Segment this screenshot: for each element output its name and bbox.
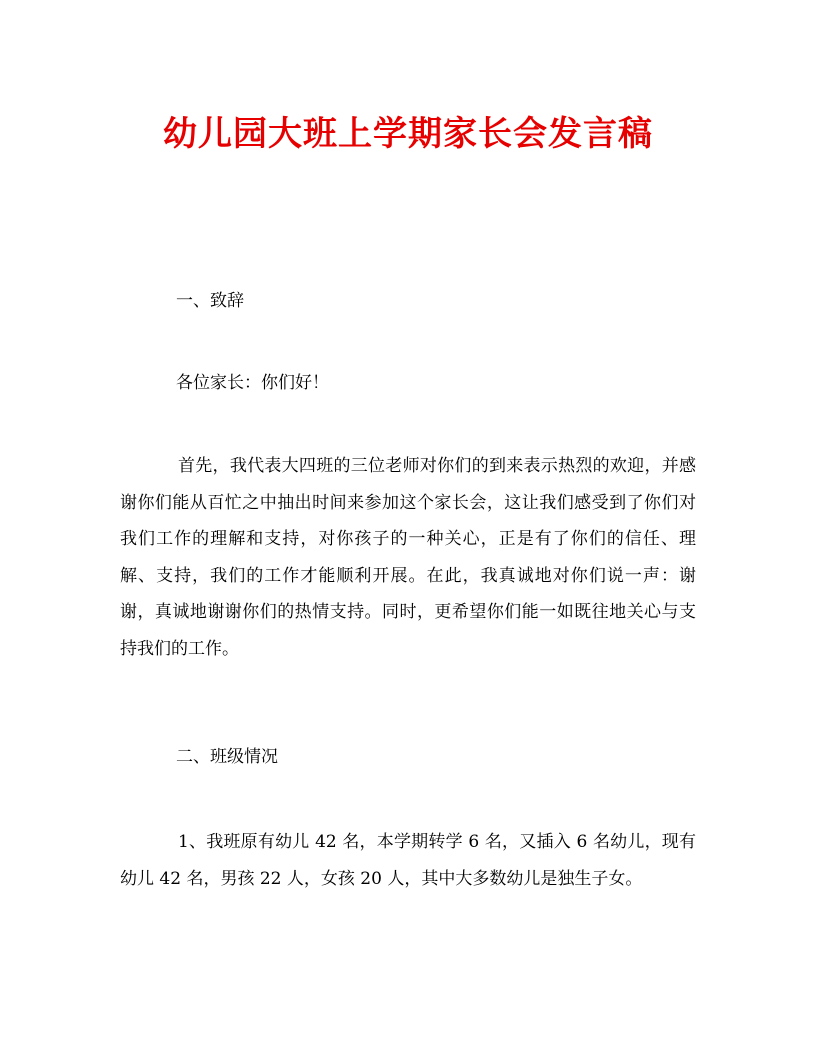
salutation: 各位家长：你们好！ <box>176 373 329 393</box>
section-heading-class-status: 二、班级情况 <box>176 747 278 767</box>
paragraph-opening: 首先，我代表大四班的三位老师对你们的到来表示热烈的欢迎，并感谢你们能从百忙之中抽出时间来参加这个家长会，这让我们感受到了你们对我们工作的理解和支持，对你孩子的一种关心，正是有了你们的信任、理解、支持，我们的工作才能顺利开展。在此，我真诚地对你们说一声：谢谢，真诚地谢谢你们的热情支持。同时，更希望你们能一如既往地关心与支持我们的工作。 <box>120 456 696 659</box>
document-title: 幼儿园大班上学期家长会发言稿 <box>163 114 653 154</box>
paragraph-class-status: 1、我班原有幼儿 42 名，本学期转学 6 名，又插入 6 名幼儿，现有幼儿 42 名，男孩 22 人，女孩 20 人，其中大多数幼儿是独生子女。 <box>120 832 696 889</box>
section-heading-greeting: 一、致辞 <box>176 291 244 311</box>
